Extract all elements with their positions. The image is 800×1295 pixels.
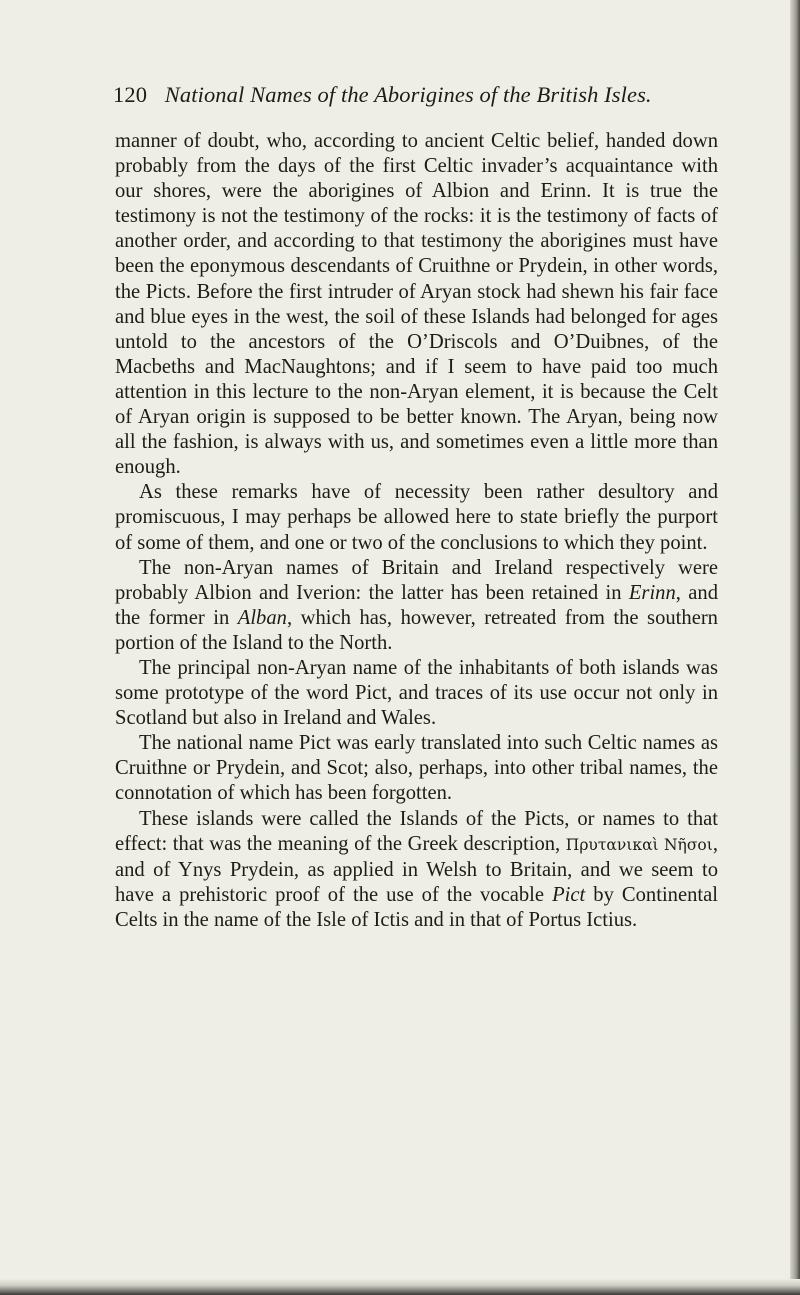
page-bottom-edge <box>0 1279 800 1295</box>
text-run: These islands were called the Islands of the Picts, or names to that effect: that was the meaning of the Greek description, <box>115 807 718 855</box>
text-run: , which has, however, retreated from the southern portion of the Island to the North. <box>115 606 718 654</box>
text-run: The principal non-Aryan name of the inhabitants of both islands was some prototype of the word Pict, and traces of its use occur not only in Scotland but also in Ireland and Wales. <box>115 656 718 730</box>
body-text <box>115 129 718 933</box>
text-run: The non-Aryan names of Britain and Ireland respectively were probably Albion and Iverion: the latter has been retained in <box>115 556 718 604</box>
running-title: National Names of the Aborigines of the British Isles. <box>164 82 652 107</box>
paragraph <box>115 656 718 731</box>
italic-word-erinn: Erinn <box>628 581 676 604</box>
greek-phrase: Πρυτανικαὶ Νῆσοι <box>565 835 713 854</box>
paragraph <box>115 731 718 806</box>
text-run: manner of doubt, who, according to ancient Celtic belief, handed down probably from the days of the first Celtic invader’s acquaintance with our shores, were the aborigines of Albion and Erinn. It is true the testimony is not the testimony of the rocks: it is the testimony of facts of another order, and according to that testimony the aborigines must have been the eponymous descendants of Cruithne or Prydein, in other words, the Picts. Before the first intruder of Aryan stock had shewn his fair face and blue eyes in the west, the soil of these Islands had belonged for ages untold to the ancestors of the O’Driscols and O’Duibnes, of the Macbeths and MacNaughtons; and if I seem to have paid too much attention in this lecture to the non-Aryan element, it is because the Celt of Aryan origin is supposed to be better known. The Aryan, being now all the fashion, is always with us, and sometimes even a little more than enough. <box>115 130 718 479</box>
italic-word-alban: Alban <box>237 606 287 629</box>
page-number: 120 <box>113 82 148 107</box>
paragraph <box>115 129 718 480</box>
paragraph <box>115 807 718 933</box>
text-run: , and of Ynys Prydein, as applied in Welsh to Britain, and we seem to have a prehistoric proof of the use of the vocable <box>115 832 718 906</box>
running-head <box>113 82 703 108</box>
italic-word-pict: Pict <box>552 883 586 906</box>
paragraph <box>115 556 718 656</box>
text-run: As these remarks have of necessity been rather desultory and promiscuous, I may perhaps be allowed here to state briefly the purport of some of them, and one or two of the conclusions to which they point. <box>115 481 718 554</box>
text-run: , and the former in <box>115 581 718 629</box>
text-run: by Continental Celts in the name of the Isle of Ictis and in that of Portus Ictius. <box>115 883 718 931</box>
page-edge-shadow <box>790 0 800 1295</box>
paragraph <box>115 480 718 555</box>
text-run: The national name Pict was early translated into such Celtic names as Cruithne or Prydein, and Scot; also, perhaps, into other tribal names, the connotation of which has been forgotten. <box>115 732 718 805</box>
